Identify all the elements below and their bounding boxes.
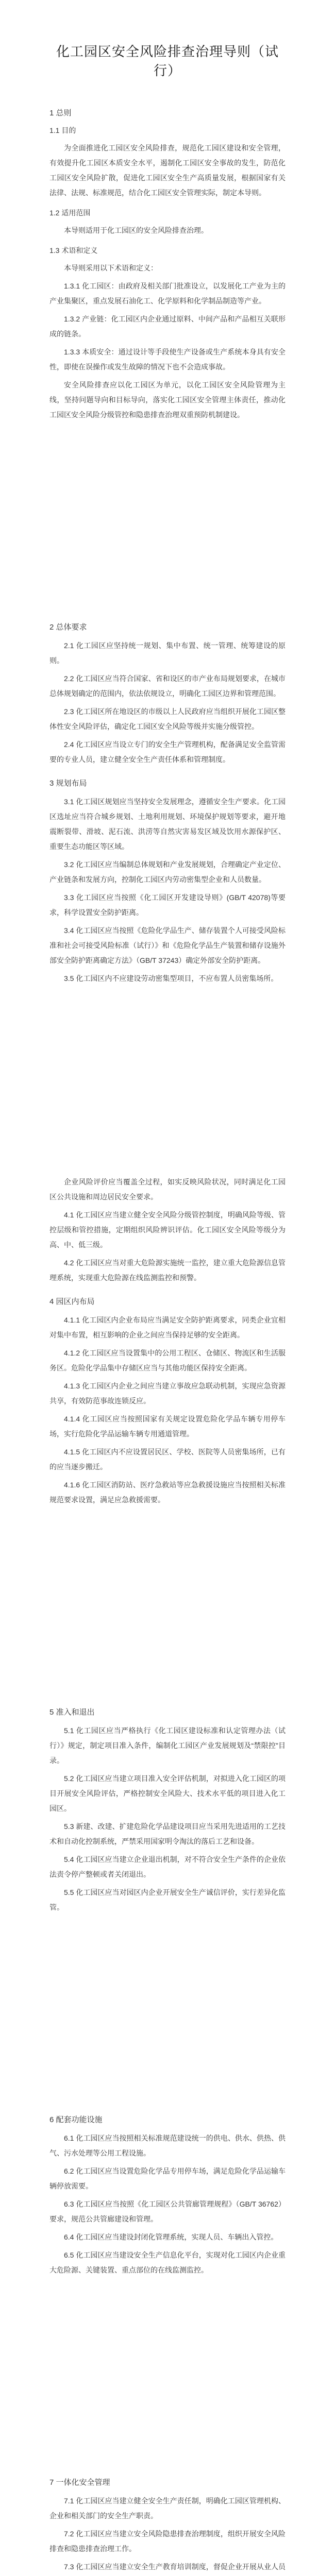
paragraph: 2.4 化工园区应当设立专门的安全生产管理机构，配备满足安全监管需要的专业人员，建立健全安全生产责任体系和管理制度。 [49,740,286,764]
paragraph: 3.1 化工园区规划应当坚持安全发展理念，遵循安全生产要求。化工园区选址应当符合城乡规划、土地利用规划、环境保护规划等要求，避开地震断裂带、滑坡、泥石流、洪涝等自然灾害易发区域及饮用水源保护区、重要生态功能区等区域。 [49,798,286,851]
paragraph: 5.2 化工园区应当建立项目准入安全评估机制，对拟进入化工园区的项目开展安全风险评估，严格控制安全风险大、技术水平低的项目进入化工园区。 [49,1774,286,1812]
paragraph: 6.2 化工园区应当设置危险化学品专用停车场，满足危险化学品运输车辆停放需要。 [49,2167,286,2190]
subsection-heading: 1.2 适用范围 [49,209,91,217]
paragraph: 6.1 化工园区应当按照相关标准规范建设统一的供电、供水、供热、供气、污水处理等公用工程设施。 [49,2134,286,2157]
paragraph: 5.5 化工园区应当对园区内企业开展安全生产诚信评价，实行差异化监管。 [49,1888,286,1911]
paragraph: 4.1.5 化工园区内不应设置居民区、学校、医院等人员密集场所，已有的应当逐步搬迁。 [49,1448,286,1471]
subsection-heading: 1.1 目的 [49,126,76,134]
paragraph: 5.1 化工园区应当严格执行《化工园区建设标准和认定管理办法（试行）》规定，制定项目准入条件，编制化工园区产业发展规划及“禁限控”目录。 [49,1726,286,1765]
paragraph: 安全风险排查应以化工园区为单元，以化工园区安全风险管理为主线，坚持问题导向和目标导向，落实化工园区安全管理主体责任，推动化工园区安全风险分级管控和隐患排查治理双重预防机制建设。 [49,381,286,419]
paragraph: 7.1 化工园区应当建立健全安全生产责任制，明确化工园区管理机构、企业和相关部门的安全生产职责。 [49,2497,286,2520]
paragraph: 4.2 化工园区应当对重大危险源实施统一监控，建立重大危险源信息管理系统，实现重大危险源在线监测监控和预警。 [49,1259,286,1282]
paragraph: 为全面推进化工园区安全风险排查，规范化工园区建设和安全管理，有效提升化工园区本质安全水平，遏制化工园区安全事故的发生，防范化工园区安全风险扩散，促进化工园区安全生产高质量发展，根据国家有关法律、法规、标准规范，结合化工园区安全管理实际，制定本导则。 [49,144,286,197]
paragraph: 企业风险评价应当覆盖全过程，如实反映风险状况，同时满足化工园区公共设施和周边居民安全要求。 [49,1178,286,1201]
paragraph: 7.3 化工园区应当建立安全生产教育培训制度，督促企业开展从业人员 [64,2563,286,2571]
paragraph: 3.5 化工园区内不应建设劳动密集型项目，不应布置人员密集场所。 [64,974,278,982]
blank-space [49,426,286,611]
section-heading: 4 园区内布局 [49,1297,95,1306]
paragraph: 3.3 化工园区应当按照《化工园区开发建设导则》(GB/T 42078)等要求，科学设置安全防护距离。 [49,893,286,917]
paragraph: 2.3 化工园区所在地设区的市级以上人民政府应当组织开展化工园区整体性安全风险评估，确定化工园区安全风险等级并实施分级管控。 [49,707,286,731]
paragraph: 1.3.1 化工园区：由政府及相关部门批准设立，以发展化工产业为主的产业集聚区，重点发展石油化工、化学原料和化学制品制造等产业。 [49,282,286,305]
paragraph: 1.3.3 本质安全：通过设计等手段使生产设备或生产系统本身具有安全性，即使在误操作或发生故障的情况下也不会造成事故。 [49,348,286,371]
section-heading: 7 一体化安全管理 [49,2478,110,2487]
document-title: 化工园区安全风险排查治理导则（试行） [56,44,279,78]
section-heading: 3 规划布局 [49,779,87,788]
paragraph: 5.4 化工园区应当建立企业退出机制，对不符合安全生产条件的企业依法责令停产整顿或者关闭退出。 [49,1855,286,1878]
paragraph: 2.1 化工园区应坚持统一规划、集中布置、统一管理、统筹建设的原则。 [49,641,286,665]
section-heading: 2 总体要求 [49,623,87,632]
paragraph: 4.1.3 化工园区内企业之间应当建立事故应急联动机制，实现应急资源共享，有效防范事故连锁反应。 [49,1382,286,1405]
paragraph: 4.1.1 化工园区内企业布局应当满足安全防护距离要求，同类企业宜相对集中布置，相互影响的企业之间应当保持足够的安全距离。 [49,1316,286,1339]
section-heading: 5 准入和退出 [49,1708,95,1717]
paragraph: 7.2 化工园区应当建立安全风险隐患排查治理制度，组织开展安全风险排查和隐患排查治理工作。 [49,2530,286,2553]
paragraph: 4.1.4 化工园区应当按照国家有关规定设置危险化学品车辆专用停车场，实行危险化学品运输车辆专用通道管理。 [49,1415,286,1438]
subsection-heading: 1.3 术语和定义 [49,246,98,255]
paragraph: 3.2 化工园区应当编制总体规划和产业发展规划，合理确定产业定位、产业链条和发展方向，控制化工园区内劳动密集型企业和人员数量。 [49,860,286,884]
blank-space [49,1918,286,2104]
blank-space [49,2281,286,2466]
blank-space [49,1511,286,1696]
section-heading: 6 配套功能设施 [49,2115,103,2124]
paragraph: 6.4 化工园区应当建设封闭化管理系统，实现人员、车辆出入管控。 [64,2233,278,2241]
paragraph: 6.3 化工园区应当按照《化工园区公共管廊管理规程》（GB/T 36762）要求，规范公共管廊建设和管理。 [49,2200,286,2223]
paragraph: 4.1.6 化工园区消防站、医疗急救站等应急救援设施应当按照相关标准规范要求设置，满足应急救援需要。 [49,1481,286,1504]
paragraph: 2.2 化工园区应当符合国家、省和设区的市产业布局规划要求，在城市总体规划确定的范围内，依法依规设立，明确化工园区边界和管理范围。 [49,674,286,698]
blank-space [49,989,286,1175]
paragraph: 5.3 新建、改建、扩建危险化学品建设项目应当采用先进适用的工艺技术和自动化控制系统，严禁采用国家明令淘汰的落后工艺和设备。 [49,1822,286,1845]
paragraph: 本导则采用以下术语和定义： [64,264,158,272]
section-heading: 1 总则 [49,109,72,117]
paragraph: 1.3.2 产业链：化工园区内企业通过原料、中间产品和产品相互关联形成的链条。 [49,315,286,338]
paragraph: 4.1.2 化工园区应当设置集中的公用工程区、仓储区、物流区和生活服务区。危险化学品集中存储区应当与其他功能区保持安全距离。 [49,1349,286,1372]
paragraph: 本导则适用于化工园区的安全风险排查治理。 [64,226,208,234]
paragraph: 4.1 化工园区应当建立健全安全风险分级管控制度，明确风险等级、管控层级和管控措施，定期组织风险辨识评估。化工园区安全风险等级分为高、中、低三级。 [49,1211,286,1249]
paragraph: 6.5 化工园区应当建设安全生产信息化平台，实现对化工园区内企业重大危险源、关键装置、重点部位的在线监测监控。 [49,2251,286,2274]
paragraph: 3.4 化工园区应当按照《危险化学品生产、储存装置个人可接受风险标准和社会可接受风险标准（试行）》和《危险化学品生产装置和储存设施外部安全防护距离确定方法》（GB/T 37243）确定外部安全防护距离。 [49,926,286,964]
